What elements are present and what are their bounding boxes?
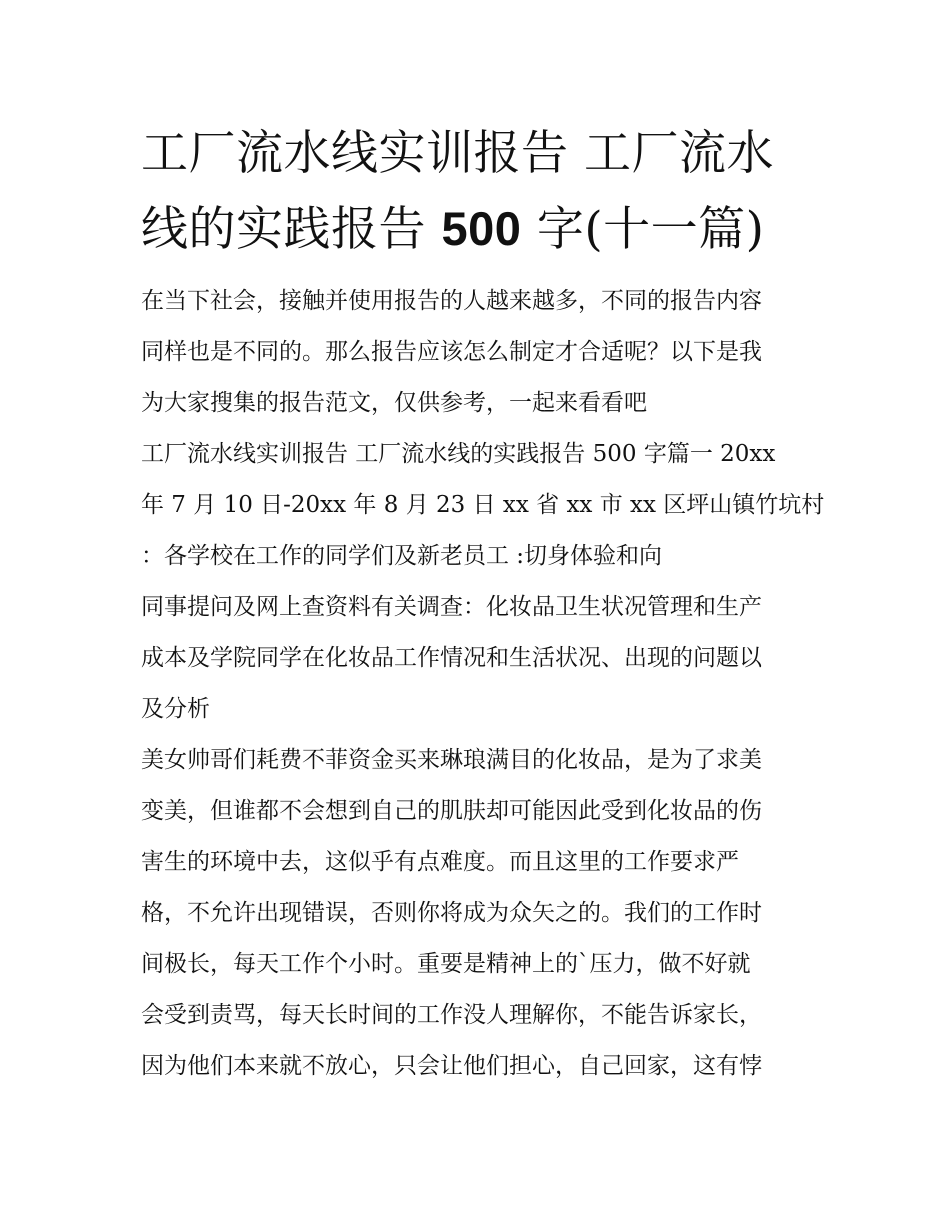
body-line: 因为他们本来就不放心，只会让他们担心，自己回家，这有悖 [141,1053,762,1079]
title-line-2-suffix: 字(十一篇) [536,202,765,257]
body-line: 害生的环境中去，这似乎有点难度。而且这里的工作要求严 [141,849,739,875]
body-paragraph [141,735,821,1092]
title-line-2-number: 500 [441,202,522,255]
section-paragraph [141,429,825,735]
title-line-1: 工厂流水线实训报告 工厂流水 [141,126,774,181]
document-body [141,276,825,1092]
body-line: 变美，但谁都不会想到自己的肌肤却可能因此受到化妆品的伤 [141,798,762,824]
body-line: 间极长，每天工作个小时。重要是精神上的`压力，做不好就 [141,951,751,977]
intro-line: 同样也是不同的。那么报告应该怎么制定才合适呢？以下是我 [141,339,762,365]
section-line: 年 7 月 10 日-20xx 年 8 月 23 日 xx 省 xx 市 xx 区坪山镇竹坑村 [141,492,825,518]
title-line-2-prefix: 线的实践报告 [141,202,426,257]
section-line: ：各学校在工作的同学们及新老员工 :切身体验和向 [141,543,663,569]
intro-line: 为大家搜集的报告范文，仅供参考，一起来看看吧 [141,390,647,416]
section-line: 同事提问及网上查资料有关调查：化妆品卫生状况管理和生产 [141,594,762,620]
intro-line: 在当下社会，接触并使用报告的人越来越多，不同的报告内容 [141,288,762,314]
document-title [141,116,821,267]
section-line: 成本及学院同学在化妆品工作情况和生活状况、出现的问题以 [141,645,762,671]
body-line: 会受到责骂，每天长时间的工作没人理解你，不能告诉家长， [141,1002,762,1028]
body-line: 格，不允许出现错误，否则你将成为众矢之的。我们的工作时 [141,900,762,926]
section-line: 及分析 [141,696,210,722]
section-line: 工厂流水线实训报告 工厂流水线的实践报告 500 字篇一 20xx [141,441,776,467]
body-line: 美女帅哥们耗费不菲资金买来琳琅满目的化妆品，是为了求美 [141,747,762,773]
intro-paragraph [141,276,821,429]
